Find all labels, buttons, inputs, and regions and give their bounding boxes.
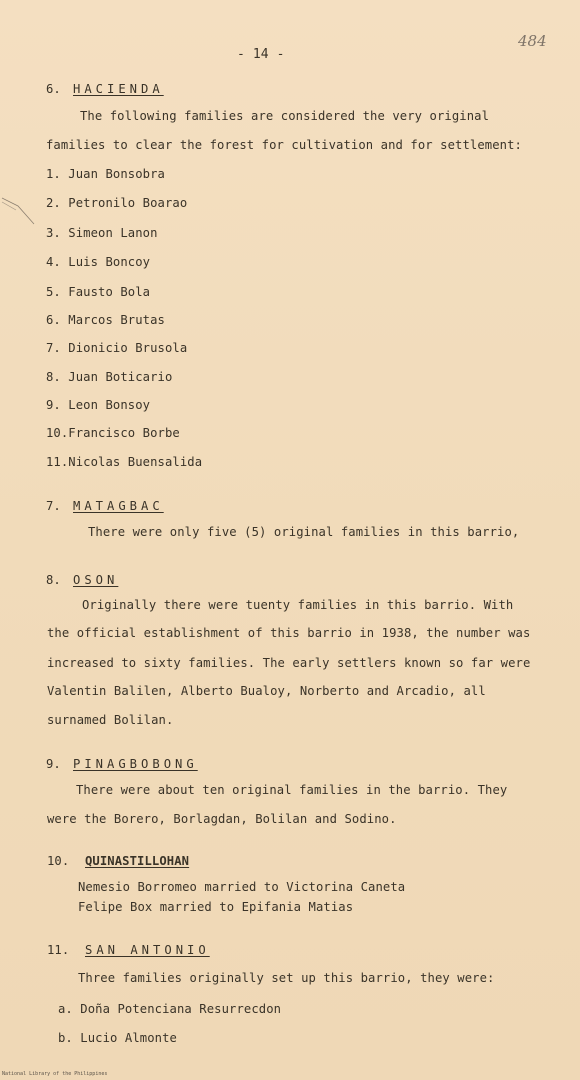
- section-9-heading: PINAGBOBONG: [73, 757, 198, 771]
- section-8-line-3: increased to sixty families. The early settlers known so far were: [47, 656, 531, 670]
- section-6-intro-line-2: families to clear the forest for cultivation and for settlement:: [46, 138, 522, 152]
- family-list-item: b. Lucio Almonte: [58, 1031, 177, 1045]
- family-list-item: 10.Francisco Borbe: [46, 426, 180, 440]
- archive-footer: National Library of the Philippines: [2, 1071, 108, 1077]
- family-list-item: 7. Dionicio Brusola: [46, 341, 188, 355]
- page-number: - 14 -: [237, 47, 285, 62]
- section-11-heading: SAN ANTONIO: [85, 943, 210, 957]
- section-8-line-4: Valentin Balilen, Alberto Bualoy, Norberto and Arcadio, all: [47, 684, 486, 698]
- family-list-item: 3. Simeon Lanon: [46, 226, 158, 240]
- section-6-intro-line-1: The following families are considered the very original: [80, 109, 490, 123]
- section-6-heading: HACIENDA: [73, 82, 164, 96]
- section-7-text: There were only five (5) original families in this barrio,: [88, 525, 520, 539]
- section-9-line-2: were the Borero, Borlagdan, Bolilan and Sodino.: [47, 812, 397, 826]
- family-list-item: 4. Luis Boncoy: [46, 255, 151, 269]
- section-10-line-1: Nemesio Borromeo married to Victorina Caneta: [78, 880, 406, 894]
- section-6-number: 6.: [46, 82, 61, 96]
- family-list-item: 6. Marcos Brutas: [46, 313, 165, 327]
- section-10-line-2: Felipe Box married to Epifania Matias: [78, 900, 354, 914]
- family-list-item: 1. Juan Bonsobra: [46, 167, 165, 181]
- family-list-item: 11.Nicolas Buensalida: [46, 455, 203, 469]
- section-10-heading: QUINASTILLOHAN: [85, 854, 190, 868]
- section-7-number: 7.: [46, 499, 61, 513]
- section-8-line-1: Originally there were tuenty families in this barrio. With: [82, 598, 514, 612]
- section-7-heading: MATAGBAC: [73, 499, 164, 513]
- section-8-line-5: surnamed Bolilan.: [47, 713, 174, 727]
- family-list-item: 9. Leon Bonsoy: [46, 398, 151, 412]
- section-10-number: 10.: [47, 854, 70, 868]
- section-9-number: 9.: [46, 757, 61, 771]
- family-list-item: 2. Petronilo Boarao: [46, 196, 188, 210]
- section-9-line-1: There were about ten original families in the barrio. They: [76, 783, 508, 797]
- section-8-number: 8.: [46, 573, 61, 587]
- section-8-heading: OSON: [73, 573, 119, 587]
- handwritten-page-number: 484: [518, 32, 547, 50]
- section-11-number: 11.: [47, 943, 70, 957]
- section-8-line-2: the official establishment of this barrio in 1938, the number was: [47, 626, 531, 640]
- section-11-intro: Three families originally set up this barrio, they were:: [78, 971, 495, 985]
- family-list-item: a. Doña Potenciana Resurrecdon: [58, 1002, 282, 1016]
- family-list-item: 8. Juan Boticario: [46, 370, 173, 384]
- paper-fold-mark-icon: [0, 190, 40, 240]
- family-list-item: 5. Fausto Bola: [46, 285, 151, 299]
